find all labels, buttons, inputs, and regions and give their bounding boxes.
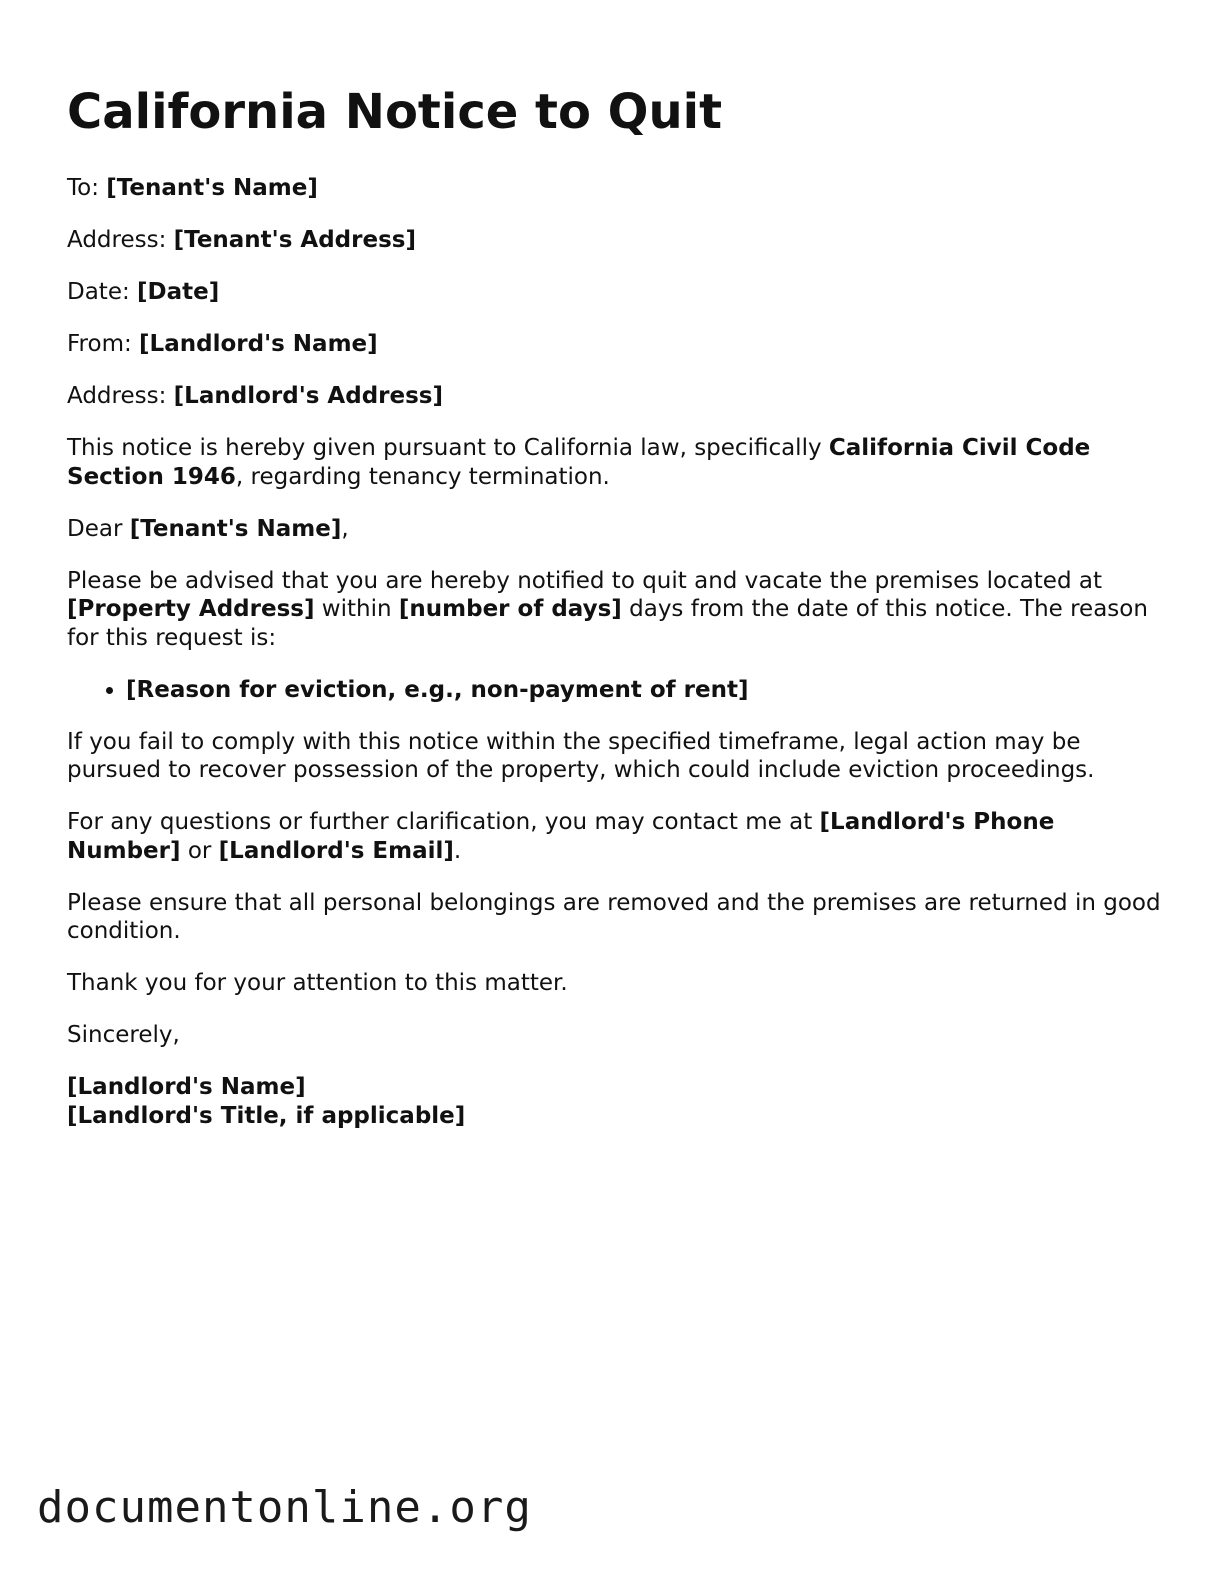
reason-list — [67, 676, 1167, 705]
tenant-address-line — [67, 226, 1167, 255]
document-title: California Notice to Quit — [67, 84, 723, 140]
notice-after: days from the date of this notice. The reason for this request is: — [67, 596, 1148, 651]
date-value: [Date] — [137, 279, 220, 305]
notice-mid: within — [314, 596, 399, 622]
from-value: [Landlord's Name] — [139, 331, 378, 357]
document-body — [67, 174, 1167, 1154]
salutation-after: , — [341, 515, 349, 542]
intro-before: This notice is hereby given pursuant to California law, specifically — [67, 435, 829, 461]
landlord-address-value: [Landlord's Address] — [173, 383, 443, 409]
from-line — [67, 330, 1167, 359]
salutation — [67, 515, 1167, 544]
signature-block — [67, 1073, 1167, 1130]
watermark: documentonline.org — [37, 1482, 532, 1533]
salutation-name: [Tenant's Name] — [129, 515, 342, 542]
number-of-days: [number of days] — [398, 596, 622, 622]
to-label: To: — [67, 175, 99, 201]
salutation-before: Dear — [67, 515, 130, 542]
belongings-paragraph: Please ensure that all personal belongings are removed and the premises are returned in good condition. — [67, 889, 1161, 944]
landlord-address-line — [67, 382, 1167, 411]
to-line — [67, 174, 1167, 203]
landlord-email: [Landlord's Email] — [218, 837, 454, 864]
intro-paragraph — [67, 434, 1167, 491]
to-value: [Tenant's Name] — [106, 175, 318, 201]
tenant-address-value: [Tenant's Address] — [173, 227, 416, 253]
property-address: [Property Address] — [67, 596, 315, 622]
closing: Sincerely, — [67, 1022, 180, 1048]
intro-after: , regarding tenancy termination. — [235, 463, 610, 490]
landlord-address-label: Address: — [67, 383, 167, 409]
contact-paragraph — [67, 808, 1167, 865]
date-label: Date: — [67, 279, 130, 305]
notice-before: Please be advised that you are hereby notified to quit and vacate the premises located at — [67, 567, 1102, 594]
contact-before: For any questions or further clarification, you may contact me at — [67, 809, 820, 835]
warning-paragraph: If you fail to comply with this notice within the specified timeframe, legal action may be pursued to recover possession of the property, which could include eviction proceedings. — [67, 728, 1095, 783]
signature-name: [Landlord's Name] — [67, 1074, 306, 1100]
notice-paragraph — [67, 567, 1167, 653]
reason-item: • [Reason for eviction, e.g., non-payment of rent] — [126, 676, 1167, 705]
from-label: From: — [67, 331, 132, 357]
landlord-phone: [Landlord's Phone Number] — [67, 809, 1055, 864]
date-line — [67, 278, 1167, 307]
thanks-paragraph: Thank you for your attention to this matter. — [67, 970, 568, 996]
civil-code-reference: California Civil Code Section 1946 — [67, 435, 1091, 490]
tenant-address-label: Address: — [67, 227, 167, 253]
signature-title: [Landlord's Title, if applicable] — [67, 1102, 466, 1129]
contact-after: . — [453, 837, 462, 864]
contact-mid: or — [180, 837, 219, 864]
